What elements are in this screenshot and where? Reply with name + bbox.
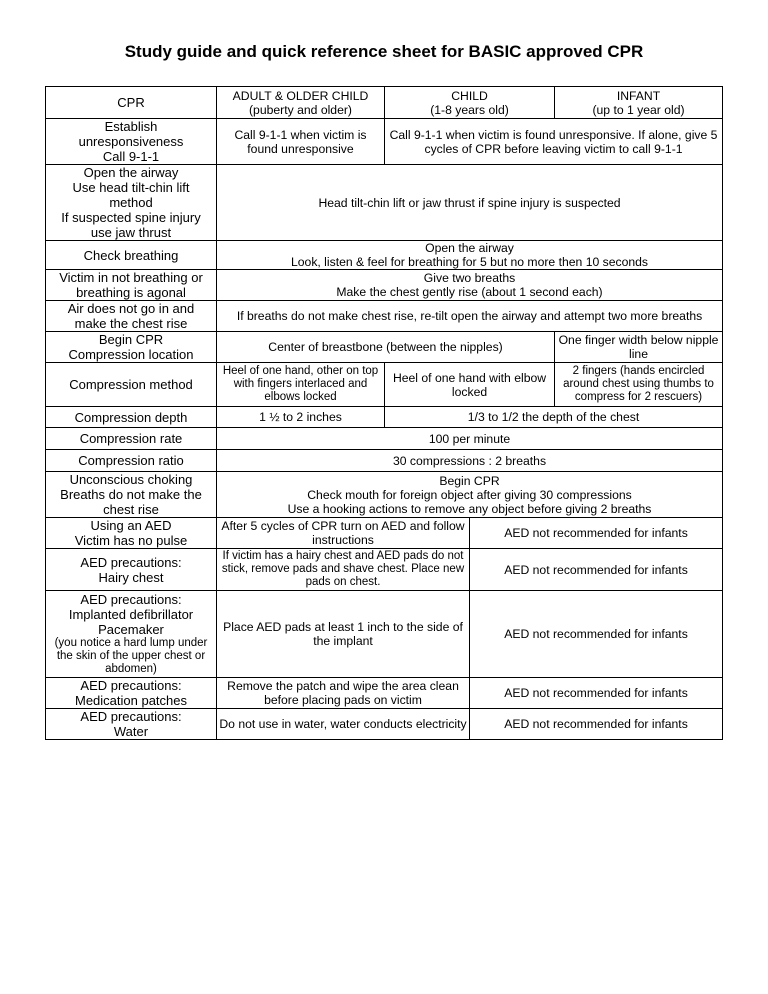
label-line: Establish [104,119,158,134]
cell-adult: Call 9-1-1 when victim is found unresponsive [217,119,385,165]
row-label [46,678,217,709]
row-not-breathing [46,270,723,301]
row-establish [46,119,723,165]
cell-adult-child: Do not use in water, water conducts electricity [217,709,470,740]
cell-all: 30 compressions : 2 breaths [217,450,723,472]
label-line: breathing is agonal [76,285,186,300]
row-choking [46,472,723,518]
label-line: Implanted defibrillator [68,607,194,622]
header-child [385,87,555,119]
row-label [46,165,217,241]
header-child-sub: (1-8 years old) [430,102,509,117]
label-line: Compression location [68,347,194,362]
label-line: Unconscious choking [69,472,193,487]
header-adult-title: ADULT & OLDER CHILD [232,88,369,103]
row-label [46,591,217,678]
cell-infant: AED not recommended for infants [470,591,723,678]
row-aed-hairy [46,549,723,591]
cell-child: Heel of one hand with elbow locked [385,363,555,407]
label-line: Victim has no pulse [74,533,188,548]
cell-infant: AED not recommended for infants [470,709,723,740]
label-line: AED precautions: [80,592,182,607]
label-line: chest rise [103,502,159,517]
cell-line: Look, listen & feel for breathing for 5 but no more then 10 seconds [290,255,649,269]
label-line: Breaths do not make the [60,487,202,502]
cell-adult-child: After 5 cycles of CPR turn on AED and follow instructions [217,518,470,549]
row-label [46,332,217,363]
row-label [46,270,217,301]
label-line: Open the airway [83,165,179,180]
cell-all: If breaths do not make chest rise, re-tilt open the airway and attempt two more breaths [217,301,723,332]
cell-line: Open the airway [425,241,514,255]
label-line: AED precautions: [80,678,182,693]
cell-infant: AED not recommended for infants [470,549,723,591]
label-line: make the chest rise [74,316,188,331]
row-compression-location [46,332,723,363]
cell-infant: One finger width below nipple line [555,332,723,363]
label-note: (you notice a hard lump under the skin of the upper chest or abdomen) [54,637,208,675]
label-line: unresponsiveness [78,134,184,149]
row-label [46,472,217,518]
cell-line: Check mouth for foreign object after giving 30 compressions [307,487,632,502]
row-label: Compression ratio [46,450,217,472]
cell-adult-child: If victim has a hairy chest and AED pads do not stick, remove pads and shave chest. Place new pads on chest. [217,549,470,591]
row-label [46,301,217,332]
row-aed-water [46,709,723,740]
header-infant-title: INFANT [616,88,661,103]
row-aed-implant [46,591,723,678]
cell-all: 100 per minute [217,428,723,450]
cell-line: Begin CPR [439,473,500,488]
row-compression-ratio [46,450,723,472]
cell-adult-child: Remove the patch and wipe the area clean before placing pads on victim [217,678,470,709]
cell-adult-child: Place AED pads at least 1 inch to the side of the implant [217,591,470,678]
cell-line: Give two breaths [423,271,516,285]
cell-all: Head tilt-chin lift or jaw thrust if spine injury is suspected [217,165,723,241]
header-adult [217,87,385,119]
label-line: Using an AED [90,518,172,533]
label-line: AED precautions: [80,554,182,570]
label-line: Victim in not breathing or [59,270,203,285]
label-line: Call 9-1-1 [102,149,160,164]
label-line: Begin CPR [98,332,164,347]
cpr-reference-table [45,86,723,740]
row-airway [46,165,723,241]
row-label [46,119,217,165]
row-label: Compression rate [46,428,217,450]
label-line: Medication patches [74,693,187,708]
row-compression-method [46,363,723,407]
row-label [46,709,217,740]
label-line: use jaw thrust [90,225,172,240]
row-air-not-in [46,301,723,332]
label-line: Hairy chest [98,569,164,585]
header-infant [555,87,723,119]
cell-adult-child: Center of breastbone (between the nipples) [217,332,555,363]
cell-child-infant: Call 9-1-1 when victim is found unresponsive. If alone, give 5 cycles of CPR before leaving victim to call 9-1-1 [385,119,723,165]
cell-infant: 2 fingers (hands encircled around chest using thumbs to compress for 2 rescuers) [555,363,723,407]
row-aed-patches [46,678,723,709]
label-line: If suspected spine injury [61,210,201,225]
label-line: method [109,195,153,210]
cell-child-infant: 1/3 to 1/2 the depth of the chest [385,407,723,428]
row-label [46,518,217,549]
cell-all [217,270,723,301]
cell-adult: 1 ½ to 2 inches [217,407,385,428]
row-compression-depth [46,407,723,428]
header-cpr: CPR [46,87,217,119]
row-label [46,549,217,591]
header-row [46,87,723,119]
cell-infant: AED not recommended for infants [470,518,723,549]
row-label: Check breathing [46,241,217,270]
row-label: Compression depth [46,407,217,428]
header-infant-sub: (up to 1 year old) [592,102,685,117]
header-child-title: CHILD [451,88,488,103]
row-aed [46,518,723,549]
label-line: Pacemaker [98,622,164,637]
label-line: Use head tilt-chin lift [72,180,190,195]
label-line: Water [113,724,149,739]
row-label: Compression method [46,363,217,407]
cell-adult: Heel of one hand, other on top with fingers interlaced and elbows locked [217,363,385,407]
label-line: AED precautions: [80,709,182,724]
cell-all [217,241,723,270]
cell-infant: AED not recommended for infants [470,678,723,709]
row-check-breathing [46,241,723,270]
header-adult-sub: (puberty and older) [249,102,352,117]
cell-line: Use a hooking actions to remove any object before giving 2 breaths [287,501,652,516]
page-title: Study guide and quick reference sheet for BASIC approved CPR [124,42,644,61]
label-line: Air does not go in and [67,301,195,316]
row-compression-rate [46,428,723,450]
cell-line: Make the chest gently rise (about 1 second each) [336,285,603,299]
cell-all [217,472,723,518]
